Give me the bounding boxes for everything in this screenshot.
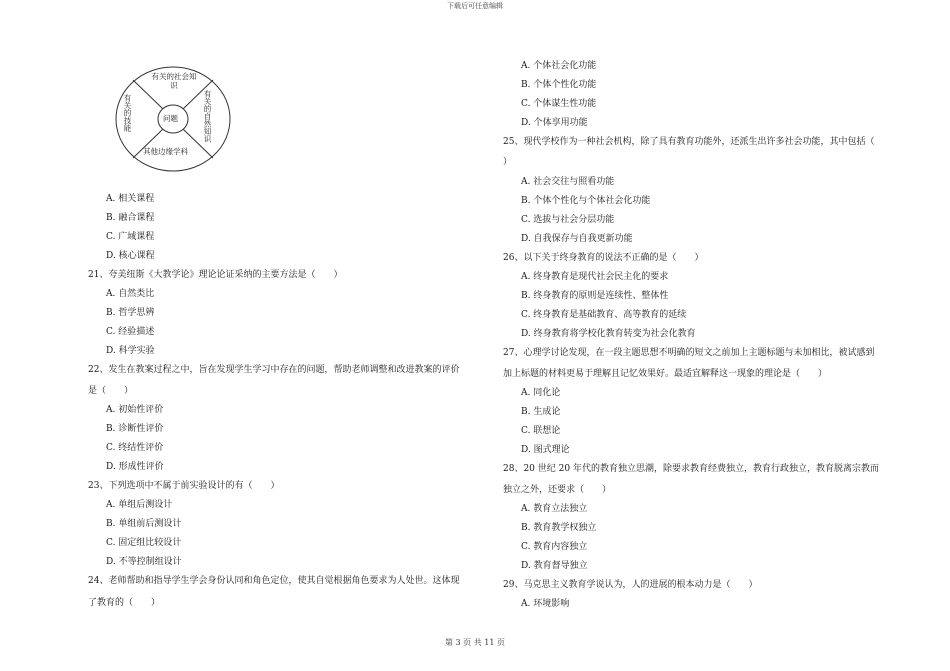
diagram-top-label: 有关的社会知识 <box>151 72 197 90</box>
option-line: B. 个体个性化与个体社会化功能 <box>521 196 651 206</box>
option-line: A. 个体社会化功能 <box>521 61 597 71</box>
question-23: 23、下列选项中不属于前实验设计的有（ ） <box>88 481 280 491</box>
option-line: B. 终身教育的原则是连续性、整体性 <box>521 291 669 301</box>
option-line: D. 教育督导独立 <box>521 561 588 571</box>
page-header: 下载后可任意编辑 <box>447 2 503 10</box>
question-28: 28、20 世纪 20 年代的教育独立思潮，除要求教育经费独立，教育行政独立，教育脱离宗教而 <box>503 464 879 474</box>
option-line: D. 核心课程 <box>106 251 155 261</box>
question-27-cont: 加上标题的材料更易于理解且记忆效果好。最适宜解释这一现象的理论是（ ） <box>503 369 828 379</box>
option-line: C. 联想论 <box>521 426 561 436</box>
option-line: B. 诊断性评价 <box>106 424 164 434</box>
option-line: B. 哲学思辨 <box>106 308 155 318</box>
option-line: A. 终身教育是现代社会民主化的要求 <box>521 272 669 282</box>
option-line: D. 不等控制组设计 <box>106 557 182 567</box>
option-line: C. 广域课程 <box>106 232 155 242</box>
option-line: D. 形成性评价 <box>106 462 164 472</box>
option-line: B. 单组前后测设计 <box>106 519 182 529</box>
option-line: B. 个体个性化功能 <box>521 80 597 90</box>
option-line: A. 相关课程 <box>106 194 155 204</box>
option-line: A. 教育立法独立 <box>521 504 588 514</box>
question-25-cont: ） <box>503 157 513 167</box>
curriculum-diagram <box>111 62 236 177</box>
question-21: 21、夸美纽斯《大教学论》理论论证采纳的主要方法是（ ） <box>88 270 343 280</box>
question-22-cont: 是（ ） <box>88 386 134 396</box>
question-28-cont: 独立之外，还要求（ ） <box>503 485 612 495</box>
option-line: C. 选拔与社会分层功能 <box>521 215 615 225</box>
option-line: A. 同化论 <box>521 388 561 398</box>
question-24-cont: 了教育的（ ） <box>88 598 161 608</box>
option-line: C. 终身教育是基础教育、高等教育的延续 <box>521 310 687 320</box>
diagram-center-label: 问题 <box>163 114 178 123</box>
option-line: C. 个体谋生性功能 <box>521 99 597 109</box>
diagram-bottom-label: 其他边缘学科 <box>143 147 188 156</box>
option-line: D. 图式理论 <box>521 445 570 455</box>
option-line: C. 固定组比较设计 <box>106 538 182 548</box>
option-line: D. 科学实验 <box>106 346 155 356</box>
option-line: B. 融合课程 <box>106 213 155 223</box>
page-footer: 第 3 页 共 11 页 <box>445 638 505 647</box>
option-line: D. 个体享用功能 <box>521 118 588 128</box>
question-27: 27、心理学讨论发现，在一段主题思想不明确的短文之前加上主题标题与未加相比，被试感到 <box>503 348 875 358</box>
option-line: B. 教育教学权独立 <box>521 523 597 533</box>
option-line: D. 自我保存与自我更新功能 <box>521 234 633 244</box>
option-line: A. 社会交往与照看功能 <box>521 177 615 187</box>
option-line: A. 初始性评价 <box>106 405 164 415</box>
question-26: 26、以下关于终身教育的说法不正确的是（ ） <box>503 253 704 263</box>
option-line: A. 环境影响 <box>521 599 570 609</box>
diagram-right-label: 有关的自然知识 <box>203 90 212 143</box>
question-24: 24、老师帮助和指导学生学会身份认同和角色定位，使其自觉根据角色要求为人处世。这体现 <box>88 576 460 586</box>
question-29: 29、马克思主义教育学说认为，人的进展的根本动力是（ ） <box>503 580 758 590</box>
option-line: A. 单组后测设计 <box>106 500 173 510</box>
option-line: C. 终结性评价 <box>106 443 164 453</box>
question-25: 25、现代学校作为一种社会机构，除了具有教育功能外，还派生出许多社会功能，其中包括（ <box>503 137 875 147</box>
option-line: D. 终身教育将学校化教育转变为社会化教育 <box>521 329 696 339</box>
option-line: B. 生成论 <box>521 407 561 417</box>
diagram-left-label: 有关的技能 <box>123 94 132 132</box>
option-line: A. 自然类比 <box>106 289 155 299</box>
option-line: C. 教育内容独立 <box>521 542 588 552</box>
question-22: 22、发生在教案过程之中，旨在发现学生学习中存在的问题，帮助老师调整和改进教案的评价 <box>88 365 460 375</box>
option-line: C. 经验描述 <box>106 327 155 337</box>
